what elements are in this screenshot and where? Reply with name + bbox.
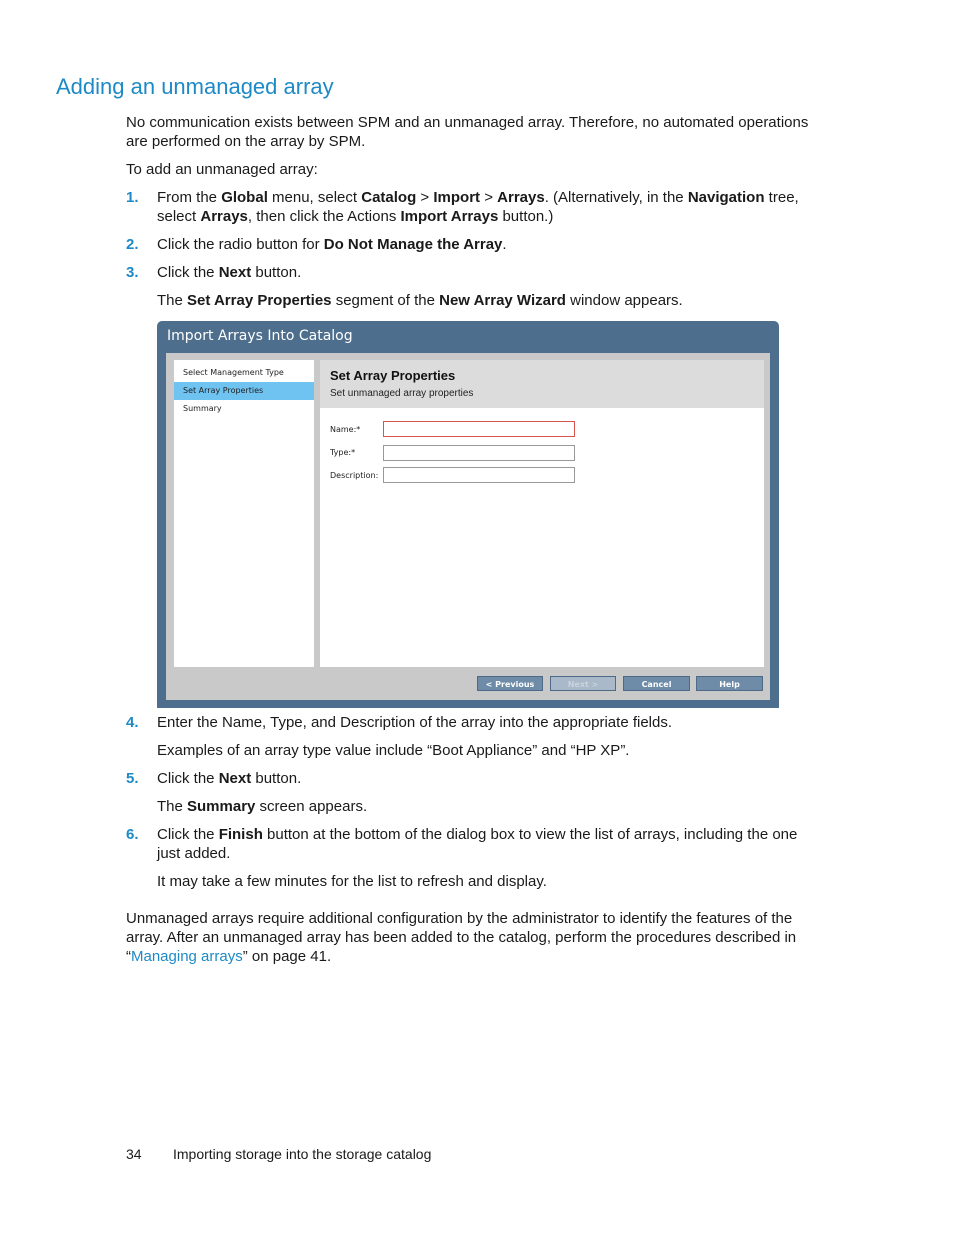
wizard-step-set-array-properties[interactable]: Set Array Properties: [174, 382, 314, 400]
step-text: Click the Next button.: [157, 264, 302, 281]
step-text: Enter the Name, Type, and Description of the array into the appropriate fields.: [157, 714, 673, 731]
step-number: 2.: [126, 236, 139, 253]
wizard-step-select-management-type[interactable]: Select Management Type: [183, 368, 284, 377]
step-text: Click the Next button.: [157, 770, 302, 787]
panel-title: Set Array Properties: [330, 368, 456, 383]
previous-button[interactable]: < Previous: [477, 676, 543, 691]
step-number: 5.: [126, 770, 139, 787]
closing-paragraph: Unmanaged arrays require additional configuration by the administrator to identify the features of the array. After an unmanaged array has been added to the catalog, perform the procedures described in “Managing arrays” on page 41.: [126, 910, 797, 965]
page-number: 34: [126, 1146, 142, 1162]
step-text: Click the Finish button at the bottom of the dialog box to view the list of arrays, including the one just added.: [157, 826, 798, 862]
name-label: Name:*: [330, 425, 361, 434]
intro-paragraph: No communication exists between SPM and an unmanaged array. Therefore, no automated operations are performed on the array by SPM.: [126, 114, 809, 150]
panel-subtitle: Set unmanaged array properties: [330, 388, 474, 399]
description-label: Description:: [330, 471, 379, 480]
wizard-steps-panel: [174, 360, 314, 667]
step-number: 4.: [126, 714, 139, 731]
step-3-note: The Set Array Properties segment of the New Array Wizard window appears.: [157, 292, 683, 309]
help-button[interactable]: Help: [696, 676, 763, 691]
description-field[interactable]: [383, 467, 575, 483]
managing-arrays-link[interactable]: Managing arrays: [131, 948, 243, 965]
step-number: 3.: [126, 264, 139, 281]
section-heading: Adding an unmanaged array: [56, 74, 334, 99]
step-4-note: Examples of an array type value include “Boot Appliance” and “HP XP”.: [157, 742, 630, 759]
panel-header: [320, 360, 764, 408]
cancel-button[interactable]: Cancel: [623, 676, 690, 691]
step-number: 1.: [126, 189, 139, 206]
properties-panel: [320, 360, 764, 667]
dialog-body: [166, 353, 770, 700]
lead-paragraph: To add an unmanaged array:: [126, 161, 318, 178]
step-text: From the Global menu, select Catalog > Import > Arrays. (Alternatively, in the Navigation tree, select Arrays, then click the Actions Import Arrays button.): [157, 189, 799, 225]
wizard-step-summary[interactable]: Summary: [183, 404, 222, 413]
step-6-note: It may take a few minutes for the list to refresh and display.: [157, 873, 547, 890]
step-text: Click the radio button for Do Not Manage the Array.: [157, 236, 507, 253]
type-field[interactable]: [383, 445, 575, 461]
import-arrays-dialog: [157, 321, 779, 708]
step-5-note: The Summary screen appears.: [157, 798, 368, 815]
step-number: 6.: [126, 826, 139, 843]
dialog-title: Import Arrays Into Catalog: [167, 328, 353, 344]
name-field[interactable]: [383, 421, 575, 437]
next-button[interactable]: Next >: [550, 676, 616, 691]
type-label: Type:*: [330, 448, 356, 457]
footer-section-title: Importing storage into the storage catalog: [173, 1146, 432, 1162]
